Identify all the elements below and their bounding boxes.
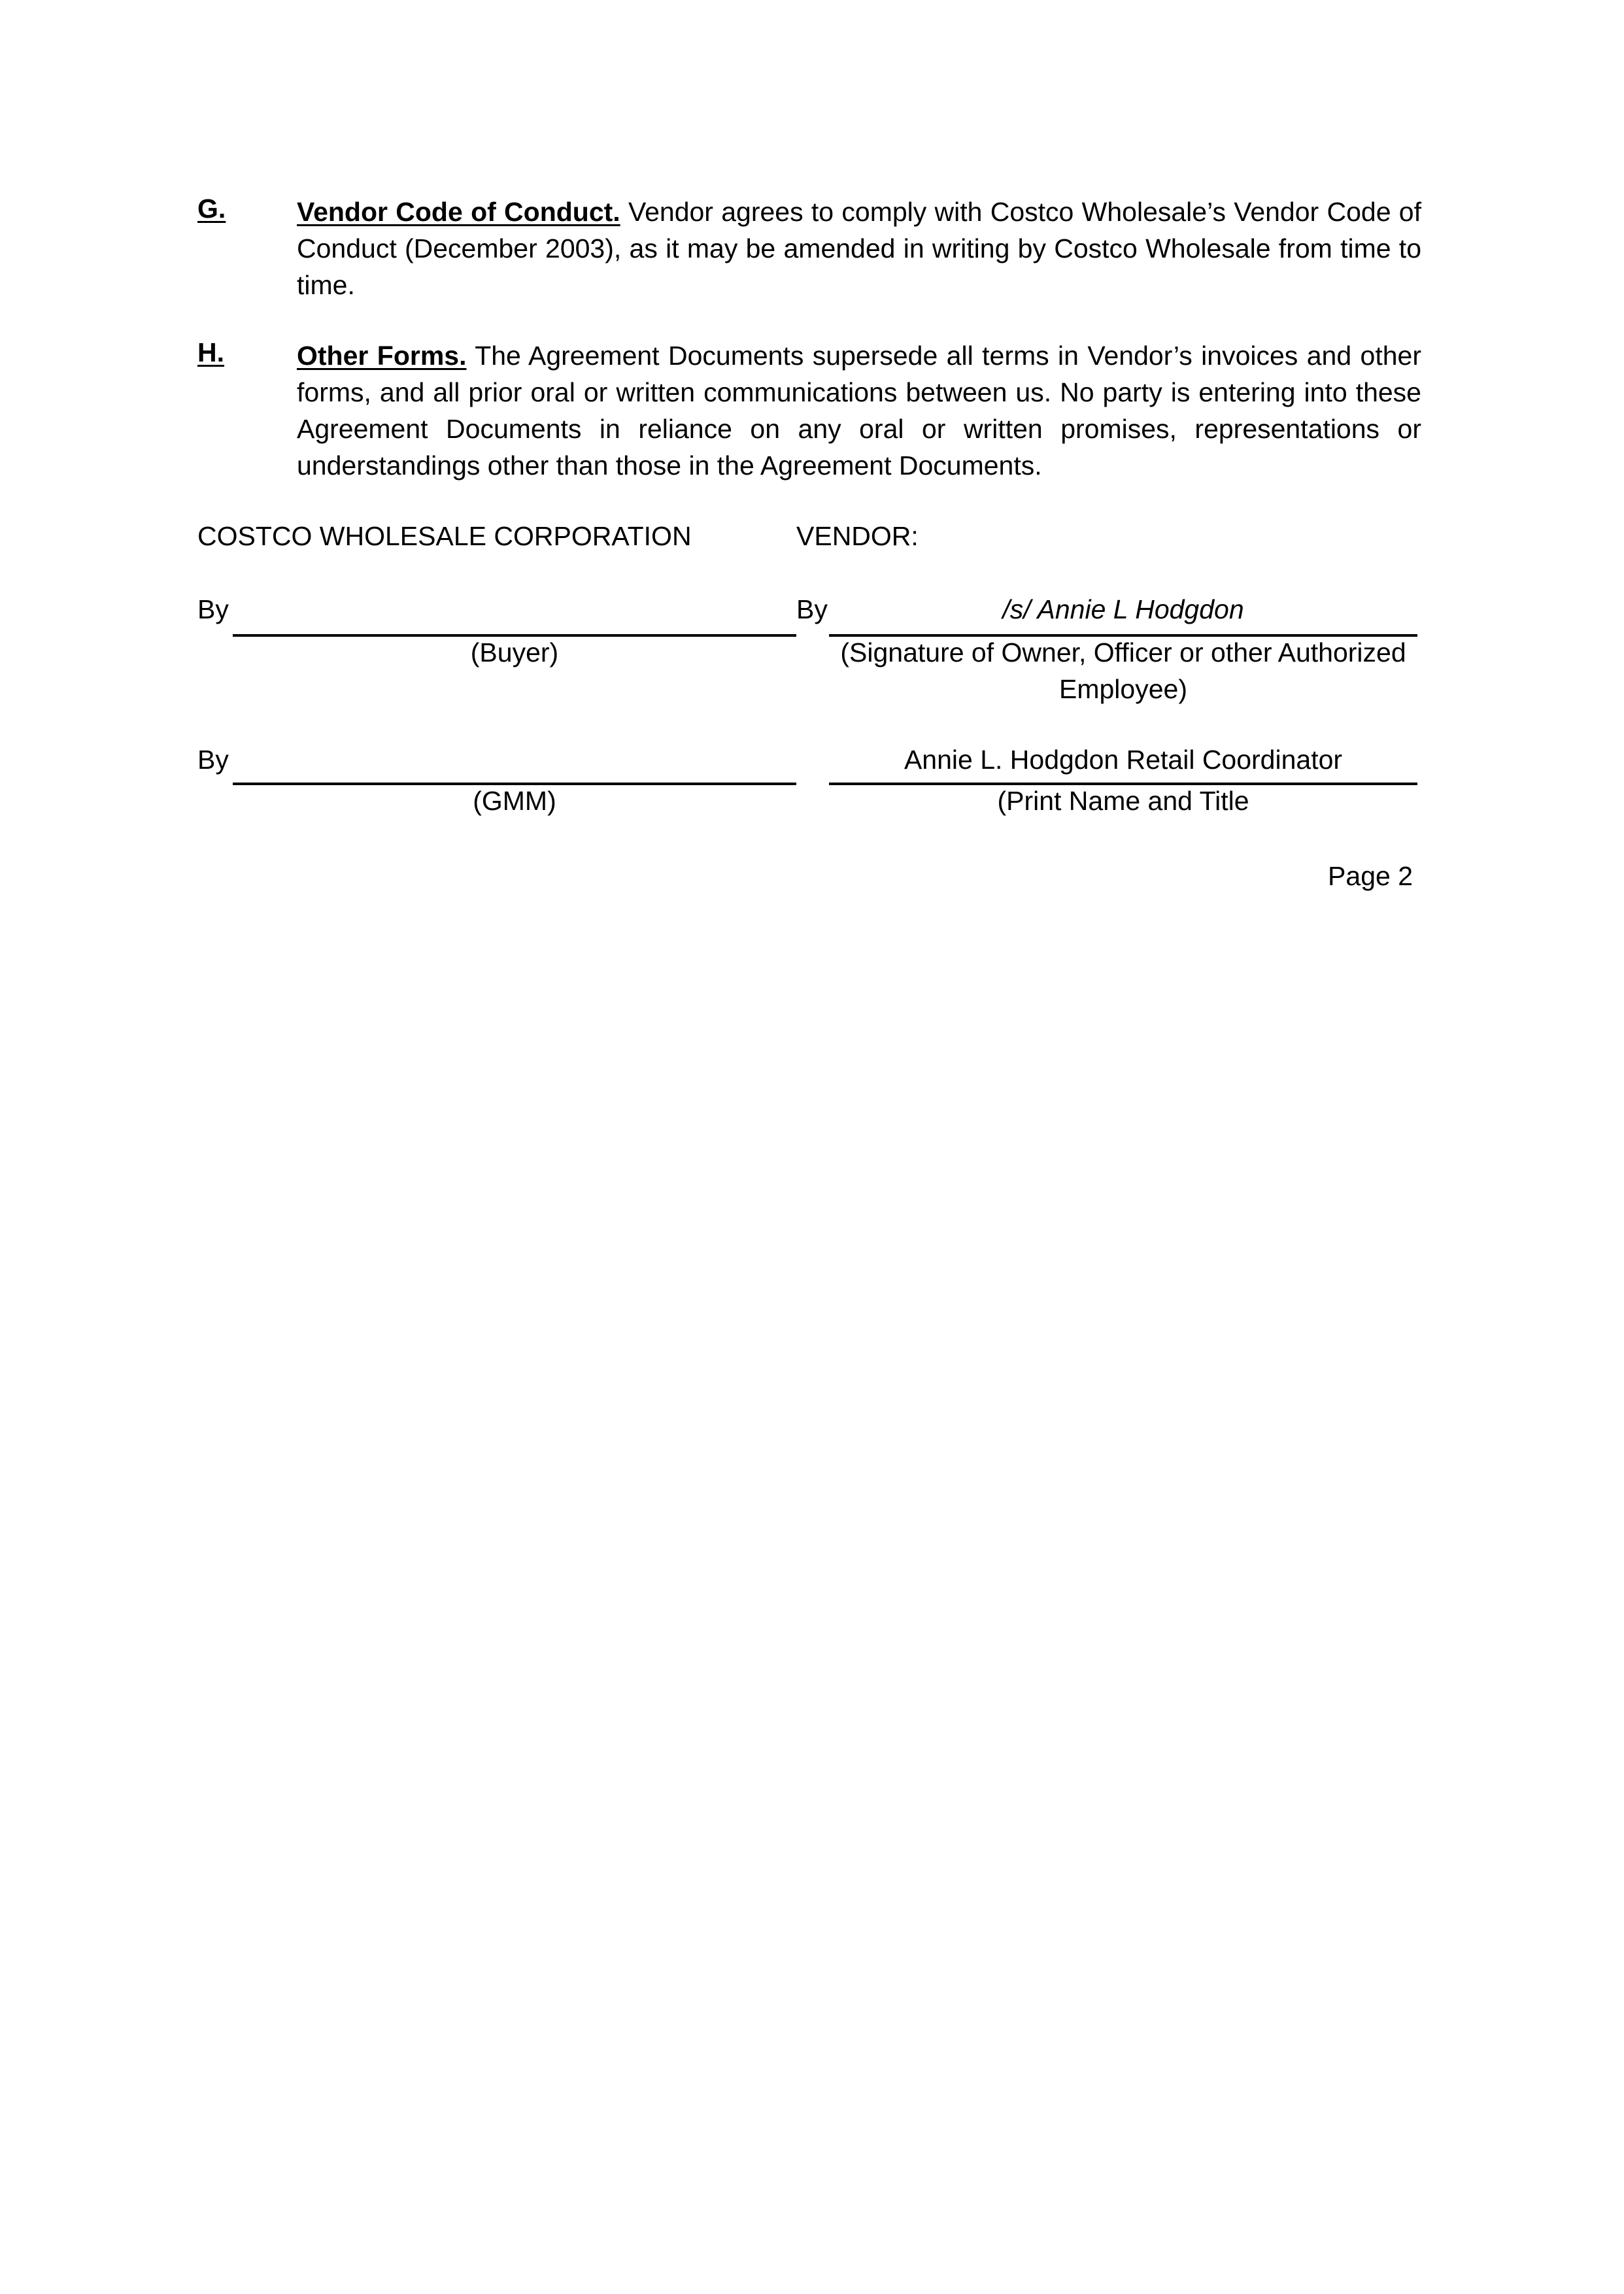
costco-party-label: COSTCO WHOLESALE CORPORATION — [197, 521, 692, 551]
section-heading: Vendor Code of Conduct. — [297, 197, 620, 227]
section-letter: G. — [197, 194, 226, 224]
section-letter: H. — [197, 337, 224, 367]
section-text: Vendor agrees to comply with Costco Wholesale’s Vendor Code of Conduct (December 2003), as it may be amended in writing by Costco Wholesale from time to time. — [297, 197, 1421, 300]
section-body — [297, 337, 1421, 484]
buyer-caption: (Buyer) — [470, 637, 559, 667]
gmm-caption: (GMM) — [473, 786, 556, 816]
vendor-party-label: VENDOR: — [796, 521, 919, 551]
section-g — [197, 194, 1421, 305]
vendor-signature-caption: (Signature of Owner, Officer or other Authorized Employee) — [840, 637, 1406, 704]
page-number: Page 2 — [1328, 861, 1413, 891]
by-label-gmm: By — [197, 745, 229, 775]
vendor-print-caption: (Print Name and Title — [997, 786, 1249, 816]
section-text: The Agreement Documents supersede all terms in Vendor’s invoices and other forms, and all prior oral or written communications between us. No party is entering into these Agreement Documents in reliance on any oral or written promises, representations or understandings other than those in the Agreement Documents. — [297, 341, 1422, 481]
vendor-signature: /s/ Annie L Hodgdon — [1002, 594, 1244, 624]
section-h — [197, 337, 1421, 488]
vendor-print-name: Annie L. Hodgdon Retail Coordinator — [904, 745, 1343, 775]
by-label-buyer: By — [197, 594, 229, 624]
by-label-vendor: By — [796, 594, 828, 624]
section-heading: Other Forms. — [297, 341, 467, 371]
section-body — [297, 194, 1421, 303]
